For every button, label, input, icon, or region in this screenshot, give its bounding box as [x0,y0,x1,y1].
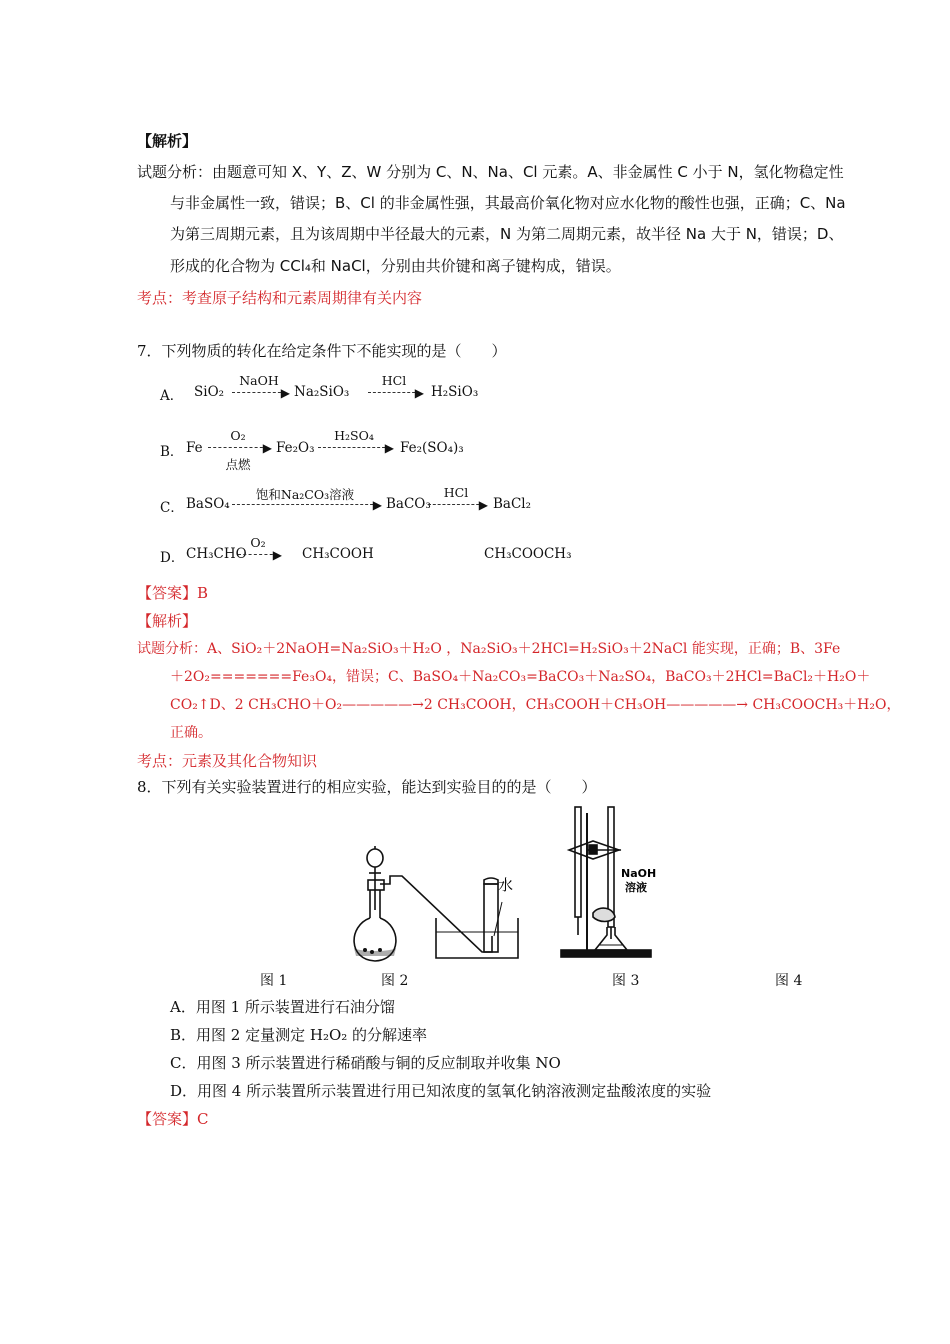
figure-caption: 图 1 [260,973,288,989]
analysis-line: 为第三周期元素，且为该周期中半径最大的元素，N 为第二周期元素，故半径 Na 大于 N，错误；D、 [170,225,844,243]
question-stem: 7．下列物质的转化在给定条件下不能实现的是（ ） [137,342,507,360]
reaction-arrow: NaOH ▶ [232,372,286,412]
formula: Fe₂(SO₄)₃ [400,440,464,456]
naoh-label: NaOH [621,867,657,880]
analysis-line: 形成的化合物为 CCl₄和 NaCl，分别由共价键和离子键构成，错误。 [170,257,621,275]
option-label: A． [160,388,184,404]
formula: BaSO₄ [186,496,230,512]
figure-caption: 图 2 [381,973,409,989]
option-b: B．用图 2 定量测定 H₂O₂ 的分解速率 [170,1026,428,1044]
formula: Fe [186,440,203,456]
analysis-heading: 【解析】 [137,132,198,150]
kaodian-text: 考点：元素及其化合物知识 [137,752,318,770]
option-label: C． [160,500,184,516]
answer-text: 【答案】B [137,584,209,602]
reaction-arrow: 饱和Na₂CO₃溶液 ▶ [232,484,378,524]
formula: BaCl₂ [493,496,532,512]
reaction-arrow: O₂ ▶ [238,534,278,574]
reaction-arrow: HCl ▶ [368,372,420,412]
option-d: D．用图 4 所示装置所示装置进行用已知浓度的氢氧化钠溶液测定盐酸浓度的实验 [170,1082,712,1100]
water-label: 水 [498,876,514,894]
option-c: C．用图 3 所示装置进行稀硝酸与铜的反应制取并收集 NO [170,1054,561,1072]
formula: CH₃COOCH₃ [484,546,572,562]
formula: Fe₂O₃ [276,440,315,456]
formula: Na₂SiO₃ [294,384,350,400]
option-a: A．用图 1 所示装置进行石油分馏 [170,998,395,1016]
option-label: D． [160,550,185,566]
condition: HCl [443,485,469,500]
question-stem: 8．下列有关实验装置进行的相应实验，能达到实验目的的是（ ） [137,778,597,796]
formula: H₂SiO₃ [431,384,479,400]
analysis-line: CO₂↑D、2 CH₃CHO＋O₂—————→2 CH₃COOH，CH₃COOH＋CH₃OH—————→ CH₃COOCH₃＋H₂O， [170,697,901,713]
analysis-line: ＋2O₂=======Fe₃O₄，错误；C、BaSO₄＋Na₂CO₃=BaCO₃＋Na₂SO₄，BaCO₃＋2HCl=BaCl₂＋H₂O＋ [170,669,871,685]
figure-caption: 图 4 [775,973,803,989]
naoh-label-solution: 溶液 [625,881,647,894]
figure-caption: 图 3 [612,973,640,989]
condition: NaOH [239,373,279,388]
formula: CH₃CHO [186,546,247,562]
condition: O₂ [250,535,266,550]
condition: O₂ [230,428,246,443]
apparatus-figure-left [350,840,540,965]
condition-below: 点燃 [225,457,251,472]
answer-text: 【答案】C [137,1110,209,1128]
condition: H₂SO₄ [334,428,374,443]
formula: CH₃COOH [302,546,374,562]
analysis-line: 试题分析：由题意可知 X、Y、Z、W 分别为 C、N、Na、Cl 元素。A、非金属性 C 小于 N，氢化物稳定性 [137,163,844,181]
reaction-arrow: O₂ ▶ 点燃 [208,427,268,467]
titration-figure [555,805,665,965]
analysis-line: 试题分析：A、SiO₂＋2NaOH=Na₂SiO₃＋H₂O ，Na₂SiO₃＋2HCl=H₂SiO₃＋2NaCl 能实现，正确；B、3Fe [137,641,841,657]
formula: SiO₂ [194,384,225,400]
reaction-arrow: H₂SO₄ ▶ [318,427,390,467]
option-label: B． [160,444,184,460]
analysis-line: 与非金属性一致，错误；B、Cl 的非金属性强，其最高价氧化物对应水化物的酸性也强，正确；C、Na [170,194,846,212]
condition: 饱和Na₂CO₃溶液 [255,487,355,502]
analysis-line: 正确。 [170,725,212,741]
formula: BaCO₃ [386,496,431,512]
kaodian-text: 考点：考查原子结构和元素周期律有关内容 [137,289,423,307]
reaction-arrow: HCl ▶ [428,484,484,524]
analysis-heading: 【解析】 [137,612,198,630]
condition: HCl [381,373,407,388]
